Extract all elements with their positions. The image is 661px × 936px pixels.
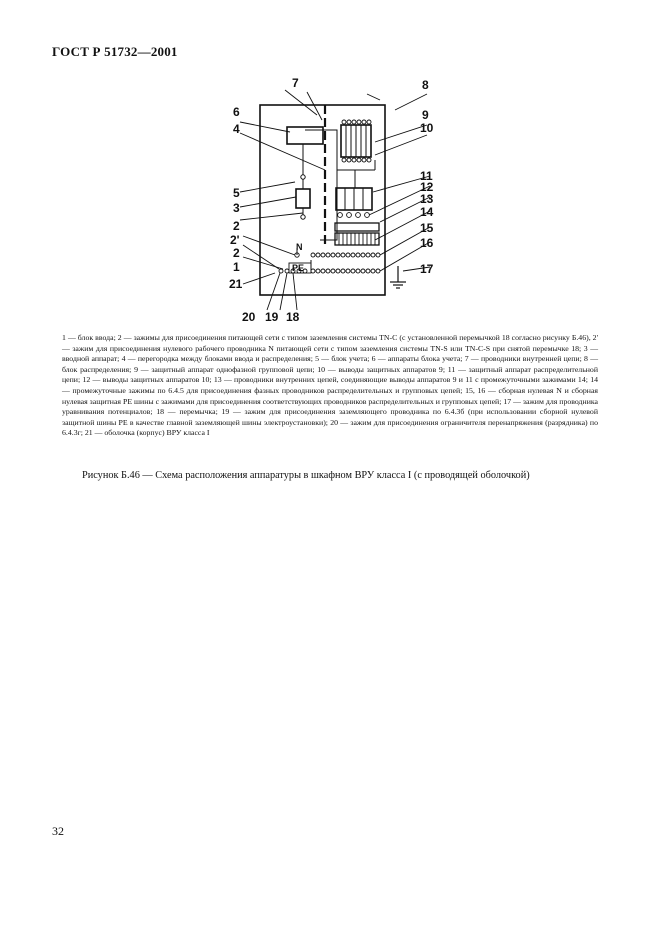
- callout-1: 1: [233, 260, 240, 274]
- callout-13: 13: [420, 192, 434, 206]
- callout-4: 4: [233, 122, 240, 136]
- callout-8: 8: [422, 78, 429, 92]
- callout-2-upper: 2: [233, 219, 240, 233]
- callout-17: 17: [420, 262, 434, 276]
- callout-2-prime: 2': [230, 233, 240, 247]
- callout-9: 9: [422, 108, 429, 122]
- callout-7: 7: [292, 76, 299, 90]
- callout-3: 3: [233, 201, 240, 215]
- document-header: ГОСТ Р 51732—2001: [52, 44, 178, 59]
- callout-20: 20: [242, 310, 256, 324]
- ground-symbol: [390, 266, 406, 288]
- callout-18: 18: [286, 310, 300, 324]
- callout-11: 11: [420, 169, 433, 183]
- callout-12: 12: [420, 180, 434, 194]
- callout-6: 6: [233, 105, 240, 119]
- main-switch: [296, 189, 310, 208]
- pe-bus-label: PE: [292, 263, 305, 273]
- figure-caption: Рисунок Б.46 — Схема расположения аппаратуры в шкафном ВРУ класса I (с проводящей оболочкой): [82, 470, 530, 481]
- callout-5: 5: [233, 186, 240, 200]
- distribution-breaker-terminals: [338, 213, 370, 218]
- callout-10: 10: [420, 121, 434, 135]
- callout-14: 14: [420, 205, 434, 219]
- figure-legend: 1 — блок ввода; 2 — зажимы для присоединения питающей сети с типом заземления системы TN-C (с установленной перемычкой 18 согласно рисунку Б.46), 2' — зажим для присоединения нулевого рабочего проводника N питающей сети с типом заземления системы TN-S или TN-C-S при снятой перемычке 18; 3 — вводной аппарат; 4 — перегородка между блоками ввода и распределения; 5 — блок учета; 6 — аппараты блока учета; 7 — проводники внутренней цепи; 8 — блок распределения; 9 — защитный аппарат однофазной групповой цепи; 10 — выводы защитных аппаратов 9; 11 — защитный аппарат распределительной цепи; 12 — выводы защитных аппаратов 10; 13 — проводники внутренних цепей, соединяющие выводы аппаратов 9 и 11 с промежуточными зажимами 14; 14 — промежуточные зажимы по 6.4.5 для присоединения фазных проводников распределительных и групповых цепей; 15, 16 — сборная нулевая N и сборная нулевая защитная PE шины с зажимами для присоединения соответствующих проводников распределительных и групповых цепей; 17 — зажим для проводника уравнивания потенциалов; 18 — перемычка; 19 — зажим для присоединения заземляющего проводника по 6.4.3б (при использовании сборной нулевой защитной шины PE в качестве главной заземляющей шины электроустановки); 20 — зажим для присоединения ограничителя перенапряжения (разрядника) по 6.4.3г; 21 — оболочка (корпус) ВРУ класса I: [62, 333, 598, 438]
- inner-conductor: [305, 130, 337, 240]
- callout-21: 21: [229, 277, 243, 291]
- callout-2-lower: 2: [233, 246, 240, 260]
- neutral-bus: [295, 253, 380, 257]
- callout-16: 16: [420, 236, 434, 250]
- callout-15: 15: [420, 221, 434, 235]
- page-number: 32: [52, 824, 64, 838]
- callout-19: 19: [265, 310, 279, 324]
- wiring-diagram: [215, 70, 455, 325]
- neutral-bus-label: N: [296, 242, 303, 252]
- intermediate-terminal-block: [335, 223, 379, 231]
